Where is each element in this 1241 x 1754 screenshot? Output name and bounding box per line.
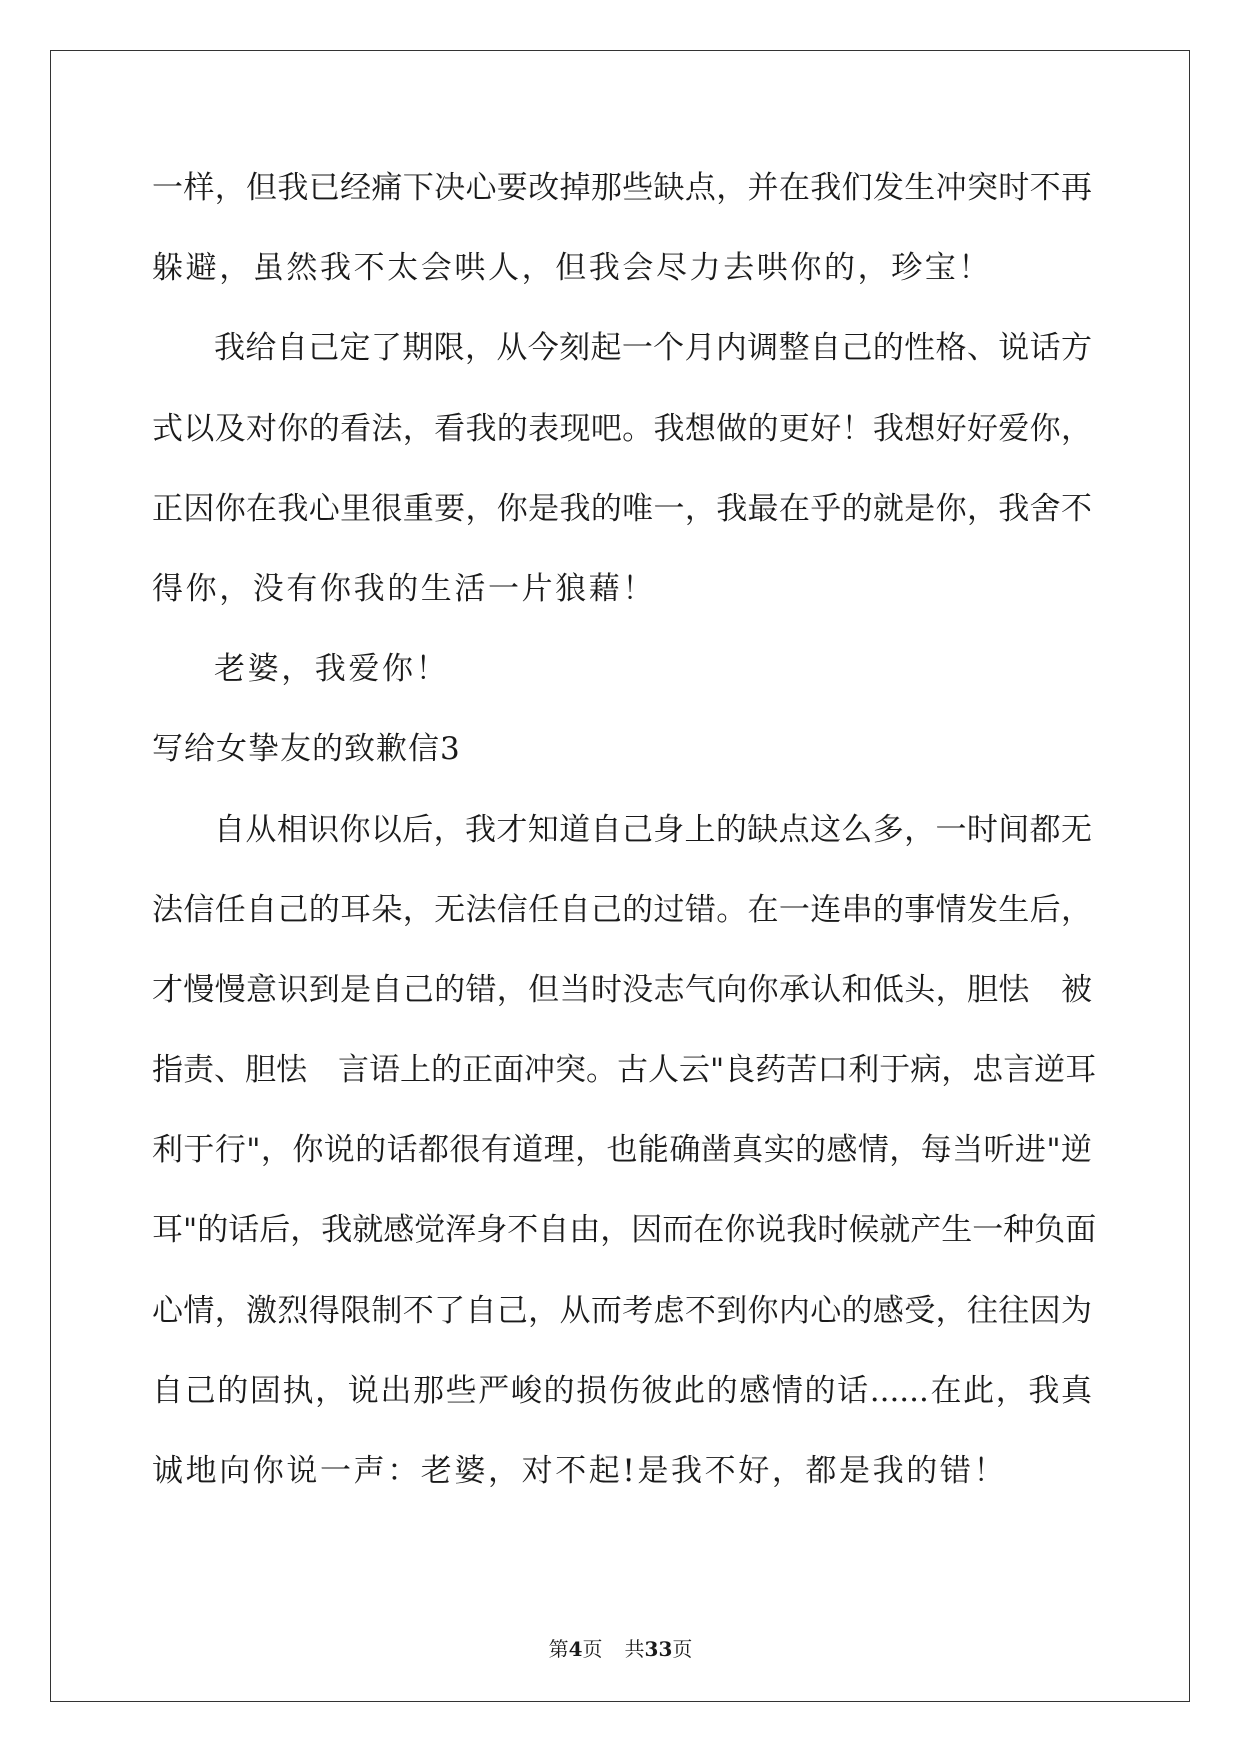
paragraph-line: 躲避，虽然我不太会哄人，但我会尽力去哄你的，珍宝！ (152, 250, 992, 287)
paragraph-line: 得你，没有你我的生活一片狼藉！ (152, 570, 656, 607)
page-footer (0, 1633, 1241, 1662)
paragraph-line: 自己的固执，说出那些严峻的损伤彼此的感情的话......在此，我真 (152, 1372, 1092, 1409)
total-page-count: 33 (644, 1637, 673, 1661)
paragraph-line: 耳"的话后，我就感觉浑身不自由，因而在你说我时候就产生一种负面 (152, 1212, 1097, 1249)
paragraph-line: 自从相识你以后，我才知道自己身上的缺点这么多，一时间都无 (214, 811, 1092, 848)
section-heading: 写给女挚友的致歉信3 (152, 731, 461, 768)
paragraph-line: 正因你在我心里很重要，你是我的唯一，我最在乎的就是你，我舍不 (152, 490, 1092, 527)
paragraph-line: 心情，激烈得限制不了自己，从而考虑不到你内心的感受，往往因为 (152, 1292, 1092, 1329)
total-prefix: 共 (624, 1637, 645, 1661)
paragraph-line: 一样，但我已经痛下决心要改掉那些缺点，并在我们发生冲突时不再 (152, 170, 1092, 206)
page-prefix: 第 (548, 1637, 569, 1661)
page-suffix: 页 (582, 1637, 603, 1661)
document-body (152, 168, 1097, 1531)
paragraph-line: 法信任自己的耳朵，无法信任自己的过错。在一连串的事情发生后， (152, 891, 1092, 928)
paragraph-line: 才慢慢意识到是自己的错，但当时没志气向你承认和低头，胆怯 被 (152, 971, 1092, 1008)
paragraph-line: 指责、胆怯 言语上的正面冲突。古人云"良药苦口利于病，忠言逆耳 (152, 1052, 1097, 1089)
paragraph-line: 老婆，我爱你！ (214, 651, 450, 688)
paragraph-line: 诚地向你说一声：老婆，对不起!是我不好，都是我的错！ (152, 1453, 1008, 1489)
paragraph-line: 利于行"，你说的话都很有道理，也能确凿真实的感情，每当听进"逆 (152, 1132, 1092, 1169)
paragraph-line: 式以及对你的看法，看我的表现吧。我想做的更好！我想好好爱你， (152, 410, 1092, 447)
total-suffix: 页 (672, 1637, 693, 1661)
paragraph-line: 我给自己定了期限，从今刻起一个月内调整自己的性格、说话方 (214, 330, 1092, 367)
current-page-number: 4 (568, 1637, 583, 1661)
